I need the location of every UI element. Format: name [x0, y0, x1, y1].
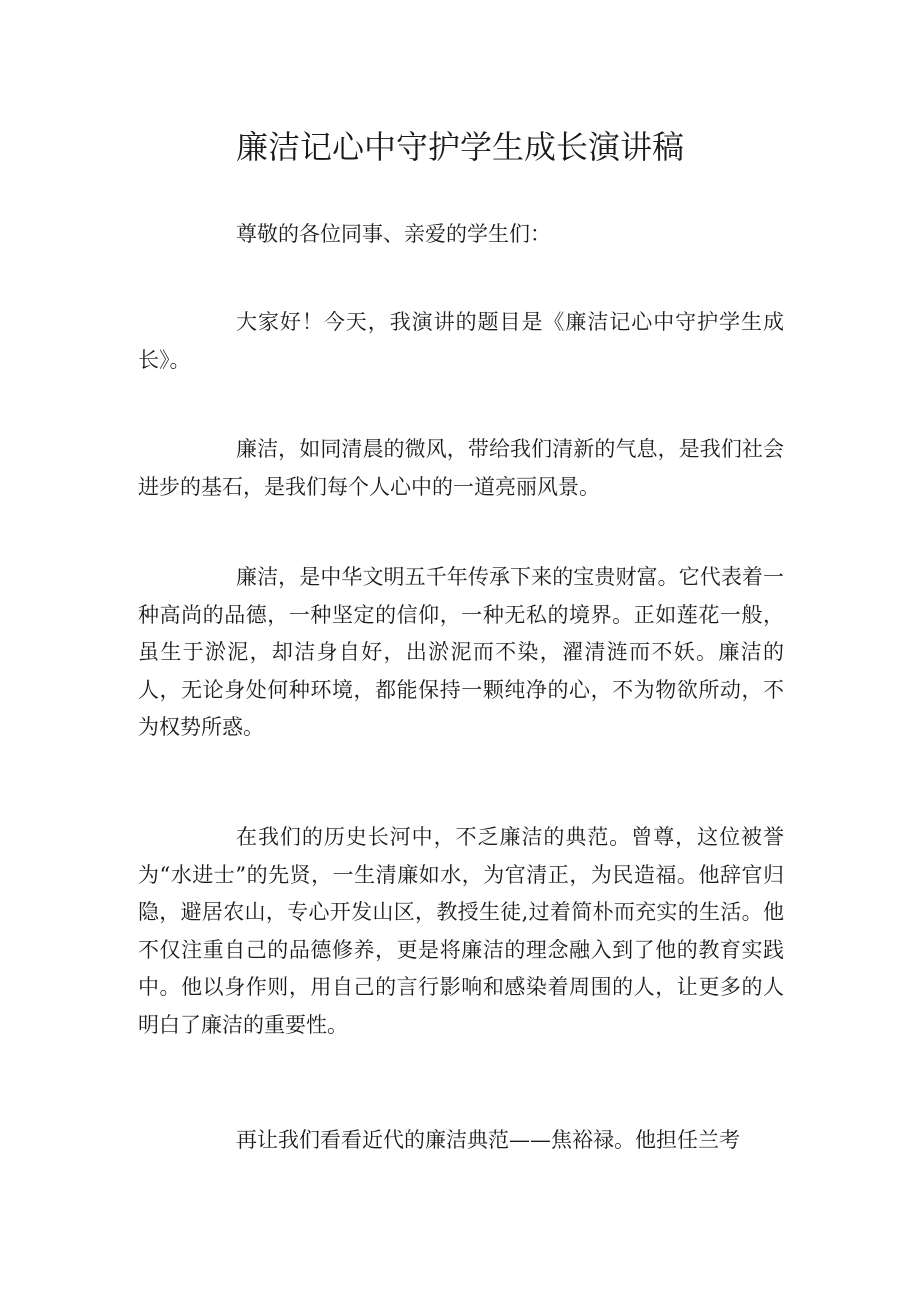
- paragraph-integrity-breeze: 廉洁，如同清晨的微风，带给我们清新的气息，是我们社会进步的基石，是我们每个人心中的一道亮丽风景。: [138, 437, 784, 499]
- paragraph-modern-example: 再让我们看看近代的廉洁典范——焦裕禄。他担任兰考: [236, 1128, 740, 1152]
- paragraph-greeting: 大家好！今天，我演讲的题目是《廉洁记心中守护学生成长》。: [138, 310, 784, 372]
- paragraph-salutation: 尊敬的各位同事、亲爱的学生们：: [236, 222, 551, 246]
- document-title: 廉洁记心中守护学生成长演讲稿: [235, 128, 684, 166]
- paragraph-historical-example: 在我们的历史长河中，不乏廉洁的典范。曾尊，这位被誉为“水进士”的先贤，一生清廉如水，为官清正，为民造福。他辞官归隐，避居农山，专心开发山区，教授生徒,过着简朴而充实的生活。他不仅注重自己的品德修养，更是将廉洁的理念融入到了他的教育实践中。他以身作则，用自己的言行影响和感染着周围的人，让更多的人明白了廉洁的重要性。: [138, 825, 784, 1037]
- paragraph-integrity-heritage: 廉洁，是中华文明五千年传承下来的宝贵财富。它代表着一种高尚的品德，一种坚定的信仰，一种无私的境界。正如莲花一般，虽生于淤泥，却洁身自好，出淤泥而不染，濯清涟而不妖。廉洁的人，无论身处何种环境，都能保持一颗纯净的心，不为物欲所动，不为权势所惑。: [138, 565, 784, 739]
